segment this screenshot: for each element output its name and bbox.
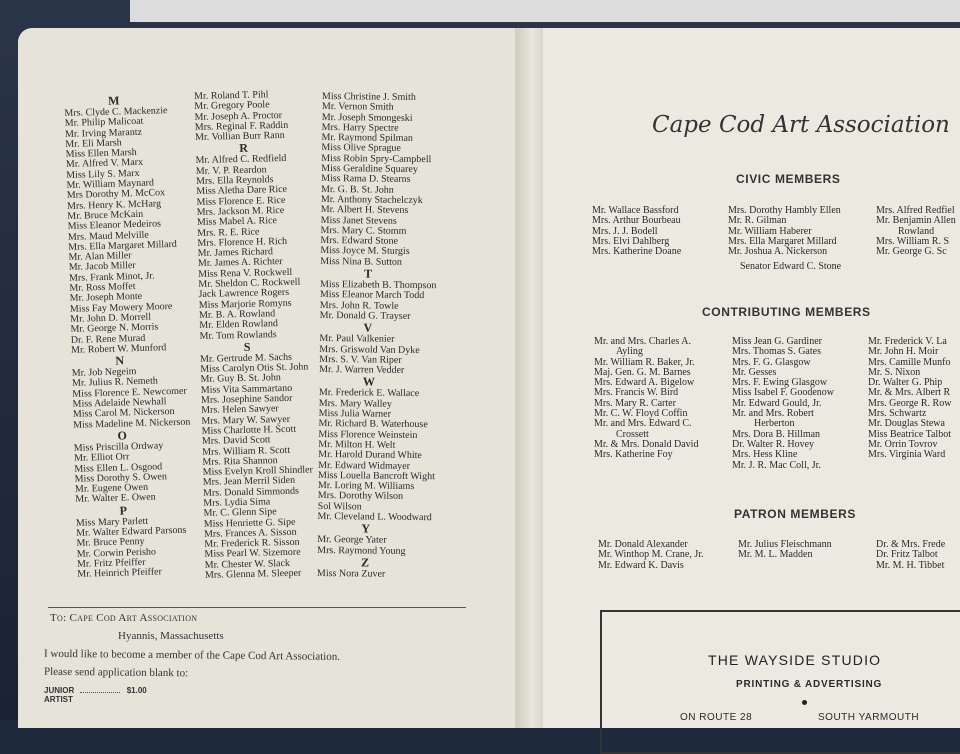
member-name: Miss Joyce M. Sturgis — [320, 245, 410, 258]
member-name: Mr. Eugene Owen — [74, 481, 149, 495]
member-name: Mrs. Elvi Dahlberg — [592, 235, 670, 247]
form-request-line: I would like to become a member of the Cape Cod Art Association. — [43, 647, 341, 663]
member-name: Mrs. William R. S — [876, 235, 950, 247]
member-name: Mrs. Glenna M. Sleeper — [204, 567, 302, 581]
member-name: Mr. Richard B. Waterhouse — [318, 418, 428, 431]
member-name: Mr. and Mrs. Charles A. — [594, 336, 691, 347]
member-name: Miss Louella Bancroft Wight — [317, 469, 435, 482]
member-name: Mr. John H. Moir — [868, 346, 939, 358]
civic-column-2 — [728, 206, 841, 257]
section-letter: P — [119, 503, 128, 518]
member-name: Miss Janet Stevens — [320, 214, 397, 227]
section-letter: V — [363, 320, 373, 335]
patron-heading: PATRON MEMBERS — [734, 507, 856, 521]
civic-heading: CIVIC MEMBERS — [736, 172, 841, 186]
member-name: Mrs. Rita Shannon — [202, 454, 278, 468]
member-name: Dr. & Mrs. Frede — [876, 539, 946, 550]
member-name: Mr. Harold Durand White — [318, 449, 422, 462]
member-name: Miss Elizabeth B. Thompson — [319, 279, 437, 292]
member-name: Mrs. Edward A. Bigelow — [594, 377, 695, 389]
section-letter: N — [115, 353, 125, 368]
member-name: Miss Marjorie Romyns — [198, 297, 292, 311]
ad-bullet — [802, 700, 807, 705]
member-name: Mrs. Maud Melville — [67, 229, 149, 243]
member-name: Miss Mabel A. Rice — [196, 215, 278, 229]
member-name: Mrs. Hess Kline — [732, 449, 798, 461]
member-name: Mrs. William R. Scott — [202, 444, 291, 458]
member-name: Miss Ellen Marsh — [65, 147, 137, 161]
member-name: Miss Fay Mowery Moore — [69, 300, 173, 315]
member-name: Mr. Bruce McKain — [67, 208, 144, 222]
member-name: Mrs. Ella Margaret Millard — [728, 235, 837, 247]
section-letter: O — [117, 428, 128, 443]
member-name: Mr. Donald Alexander — [598, 539, 688, 550]
member-name: Herberton — [754, 418, 795, 430]
member-name: Dr. Fritz Talbot — [876, 549, 938, 561]
member-name: Mr. Irving Marantz — [64, 126, 143, 140]
section-letter: Y — [361, 521, 371, 536]
section-letter: Z — [361, 555, 370, 570]
member-name: Mr. Cleveland L. Woodward — [317, 510, 432, 524]
divider-line — [48, 607, 466, 608]
member-name: Mr. R. Gilman — [728, 215, 787, 227]
member-name: Mr. Joseph Monte — [69, 291, 143, 305]
member-name: Mrs. F. Ewing Glasgow — [732, 377, 828, 389]
member-name: Mrs. Harry Spectre — [321, 121, 399, 134]
member-name: Miss Eleanor March Todd — [319, 289, 425, 302]
member-name: Mrs. Francis W. Bird — [594, 387, 679, 399]
member-name: Mr. Alfred C. Redfield — [195, 153, 287, 167]
member-name: Mrs. Lydia Sima — [203, 496, 271, 509]
member-name: Ayling — [616, 346, 643, 358]
member-name: Mr. Gertrude M. Sachs — [199, 351, 293, 365]
member-name: Miss Vita Sammartano — [200, 382, 293, 396]
member-name: Miss Christine J. Smith — [321, 91, 416, 103]
civic-column-3 — [876, 206, 956, 257]
member-name: Mr. and Mrs. Robert — [732, 408, 814, 420]
member-name: Mrs. Dorothy Wilson — [317, 490, 404, 503]
member-name: Miss Nora Zuver — [316, 567, 386, 580]
member-name: Mr. Heinrich Pfeiffer — [77, 566, 163, 580]
artist-label: ARTIST — [44, 695, 73, 704]
member-name: Mrs. Ella Reynolds — [195, 174, 274, 188]
member-name: Mrs. Mary R. Carter — [594, 397, 676, 409]
patron-column-3 — [876, 540, 945, 571]
member-name: Mrs. Donald Simmonds — [202, 485, 300, 499]
member-name: Mr. Guy B. St. John — [200, 372, 281, 386]
member-name: Miss Julia Warner — [318, 407, 392, 420]
member-name: Mr. M. L. Madden — [738, 549, 813, 561]
form-artist-row — [44, 695, 464, 704]
member-name: Miss Carolyn Otis St. John — [200, 361, 309, 376]
member-name: Mr. M. H. Tibbet — [876, 559, 945, 571]
member-name: Miss Beatrice Talbot — [868, 428, 951, 440]
member-name: Mr. Job Negeim — [71, 366, 137, 380]
patron-column-2 — [738, 540, 832, 561]
member-name: Miss Jean G. Gardiner — [732, 336, 822, 347]
member-name: Miss Eleanor Medeiros — [67, 218, 162, 233]
member-name: Miss Olive Sprague — [321, 142, 401, 155]
member-name: Mrs. Mary C. Stomm — [320, 224, 407, 237]
member-name: Mrs. Thomas S. Gates — [732, 346, 821, 358]
member-name: Mr. & Mrs. Albert R — [868, 387, 951, 399]
member-name: Mrs. Griswold Van Dyke — [319, 343, 420, 356]
member-name: Mr. Frederick R. Sisson — [204, 536, 300, 551]
member-name: Mr. Roland T. Pihl — [193, 89, 269, 102]
member-name: Mrs. Alfred Redfiel — [876, 205, 955, 216]
member-name: Mrs. Edward Stone — [320, 235, 398, 247]
member-name: Mrs. Mary W. Sawyer — [201, 413, 291, 427]
member-name: Crossett — [616, 428, 649, 440]
member-name: Mr. Paul Valkenier — [319, 333, 395, 346]
member-name: Miss Florence E. Newcomer — [72, 385, 187, 400]
member-name: Mr. Joseph A. Proctor — [194, 109, 283, 123]
member-name: Mr. Frederick E. Wallace — [318, 387, 420, 400]
member-name: Miss Aletha Dare Rice — [196, 184, 288, 198]
member-name: Mr. Ross Moffet — [69, 281, 136, 294]
member-name: Mrs. Helen Sawyer — [201, 403, 279, 417]
member-name: Rowland — [898, 225, 935, 237]
member-name: Mr. Edward Widmayer — [318, 459, 411, 472]
member-name: Mrs. David Scott — [201, 434, 271, 448]
member-name: Mr. Julius R. Nemeth — [71, 375, 159, 390]
section-letter: R — [239, 141, 249, 156]
member-name: Mrs. Frank Minot, Jr. — [68, 270, 155, 284]
member-name: Miss Rama D. Stearns — [321, 173, 411, 186]
member-name: Mr. Eli Marsh — [65, 137, 122, 150]
member-name: Maj. Gen. G. M. Barnes — [594, 366, 691, 378]
member-name: Mr. Alan Miller — [68, 250, 132, 264]
member-name: Mrs. Florence H. Rich — [197, 235, 288, 249]
member-name: Mrs. Jean Merril Siden — [202, 475, 296, 489]
form-to-line: To: Cape Cod Art Association — [50, 612, 198, 624]
member-name: Mr. Walter E. Owen — [75, 491, 156, 506]
member-name: Miss Mary Parlett — [75, 515, 149, 529]
ad-route: ON ROUTE 28 — [680, 712, 753, 723]
member-name: Mr. C. Glenn Sipe — [203, 506, 277, 520]
member-name: Mr. Fritz Pfeiffer — [76, 556, 146, 570]
member-name: Mr. Benjamin Allen — [876, 215, 956, 227]
member-name: Mrs. Raymond Young — [317, 544, 406, 557]
member-name: Mr. J. R. Mac Coll, Jr. — [732, 459, 821, 471]
member-name: Mr. C. W. Floyd Coffin — [594, 408, 688, 420]
section-letter: S — [243, 339, 251, 354]
member-name: Mr. Bruce Penny — [76, 536, 145, 550]
member-name: Mr. Robert W. Munford — [70, 342, 167, 356]
member-name: Mr. Douglas Stewa — [868, 418, 945, 430]
member-name: Sol Wilson — [317, 500, 362, 513]
member-name: Mrs. Ella Margaret Millard — [68, 238, 178, 253]
contributing-column-3 — [868, 337, 951, 461]
member-name: Mrs. Mary Walley — [318, 397, 392, 410]
member-name: Mr. Orrin Tovrov — [868, 438, 938, 450]
member-name: Mr. Frederick V. La — [868, 336, 947, 347]
member-name: Mr. Wallace Bassford — [592, 205, 679, 216]
member-name: Miss Lily S. Marx — [66, 167, 140, 181]
member-name: Mrs. S. V. Van Riper — [319, 353, 402, 366]
page-edge-top — [130, 0, 960, 22]
member-name: Mr. George Yater — [317, 534, 387, 546]
member-name: Mr. George N. Morris — [70, 321, 159, 336]
member-name: Mr. Sheldon C. Rockwell — [198, 276, 301, 290]
member-name: Miss Priscilla Ordway — [73, 440, 164, 454]
section-letter: T — [364, 266, 373, 281]
member-name: Mr. Corwin Perisho — [76, 546, 157, 560]
section-letter: W — [362, 374, 376, 389]
member-name: Mr. Donald G. Trayser — [319, 309, 411, 322]
member-name: Mr. William Haberer — [728, 225, 812, 237]
member-name: Miss Carol M. Nickerson — [72, 406, 175, 421]
member-name: Mr. Joseph Smongeski — [321, 111, 413, 124]
member-name: Mr. Elliot Orr — [73, 451, 130, 465]
membership-form — [44, 612, 464, 704]
member-name: Mrs. Schwartz — [868, 408, 927, 420]
member-name: Mrs. F. G. Glasgow — [732, 356, 811, 368]
member-name: Mrs. J. J. Bodell — [592, 225, 658, 237]
member-name: Mrs. Katherine Foy — [594, 449, 673, 461]
member-name: Mr. V. P. Reardon — [195, 164, 267, 177]
contributing-column-2 — [732, 337, 834, 471]
member-name: Mrs. Katherine Doane — [592, 246, 682, 258]
junior-dots — [80, 692, 120, 693]
member-column-1 — [64, 92, 212, 580]
ad-town: SOUTH YARMOUTH — [818, 712, 920, 723]
member-name: Miss Florence E. Rice — [196, 194, 286, 208]
member-name: Mr. Edward Gould, Jr. — [732, 397, 822, 409]
member-name: Mr. Gregory Poole — [194, 99, 270, 113]
book-gutter — [515, 28, 543, 728]
form-city-line: Hyannis, Massachusetts — [118, 630, 224, 642]
member-name: Miss Isabel F. Goodenow — [732, 387, 834, 399]
member-name: Mr. Milton H. Welt — [318, 438, 396, 451]
member-name: Mrs. Reginal F. Raddin — [194, 119, 289, 133]
member-name: Miss Ellen L. Osgood — [74, 460, 163, 475]
member-column-3 — [317, 92, 472, 581]
member-name: Mr. Walter Edward Parsons — [76, 524, 187, 539]
member-name: Mr. Elden Rowland — [199, 318, 279, 332]
form-junior-row — [44, 686, 464, 695]
member-name: Miss Rena V. Rockwell — [198, 266, 293, 280]
member-name: Mr. George G. Sc — [876, 246, 947, 258]
member-name: Mr. Julius Fleischmann — [738, 539, 832, 550]
junior-price: $1.00 — [126, 686, 147, 695]
patron-column-1 — [598, 540, 704, 571]
member-name: Mrs. Jackson M. Rice — [196, 204, 285, 218]
member-name: Mr. James Richard — [197, 246, 274, 260]
member-name: Mr. & Mrs. Donald David — [594, 438, 699, 450]
member-name: Mr. J. Warren Vedder — [319, 364, 405, 377]
member-name: Mrs. Josephine Sandor — [200, 392, 293, 406]
member-name: Mr. Loring M. Williams — [317, 480, 415, 493]
member-name: Dr. Walter R. Hovey — [732, 438, 815, 450]
member-name: Dr. Walter G. Phip — [868, 377, 943, 389]
contributing-column-1 — [594, 337, 698, 461]
form-send-line: Please send application blank to: — [43, 665, 189, 680]
member-name: Mr. William R. Baker, Jr. — [594, 356, 695, 368]
member-name: Mr. Chester W. Slack — [204, 557, 291, 571]
civic-senator: Senator Edward C. Stone — [740, 261, 842, 272]
member-name: Mrs. Arthur Bourbeau — [592, 215, 681, 227]
member-name: Mr. Alfred V. Marx — [65, 157, 144, 171]
member-name: Mr. S. Nixon — [868, 366, 921, 378]
member-name: Mr. Philip Malicoat — [64, 116, 144, 130]
member-name: Mrs. R. E. Rice — [197, 226, 260, 239]
member-name: Mr. William Maynard — [66, 177, 155, 192]
section-letter: M — [107, 93, 120, 108]
member-name: Mrs. Henry K. McHarg — [66, 198, 162, 212]
member-name: Miss Nina B. Sutton — [320, 255, 402, 268]
member-name: Miss Evelyn Kroll Shindler — [202, 464, 314, 478]
ad-tagline: PRINTING & ADVERTISING — [736, 679, 883, 690]
member-name: Mrs. Dorothy Hambly Ellen — [728, 205, 841, 216]
member-name: Mrs. John R. Towle — [319, 299, 399, 312]
junior-label: JUNIOR — [44, 686, 75, 695]
member-name: Mr. Vollian Burr Rann — [194, 130, 285, 144]
member-name: Mrs. Frances A. Sisson — [203, 526, 297, 540]
member-name: Mr. Raymond Spilman — [321, 132, 413, 145]
member-name: Miss Robin Spry-Campbell — [321, 152, 432, 165]
member-name: Mrs. Camille Munfo — [868, 356, 951, 368]
member-name: Mr. Albert H. Stevens — [320, 204, 409, 217]
member-name: Mr. Jacob Miller — [68, 260, 136, 274]
member-name: Mr. James A. Richter — [197, 256, 283, 270]
member-name: Mr. Vernon Smith — [321, 101, 394, 114]
ad-studio-name: THE WAYSIDE STUDIO — [708, 652, 882, 668]
member-name: Mr. Gesses — [732, 366, 777, 378]
member-name: Miss Charlotte H. Scott — [201, 423, 297, 437]
member-name: Miss Pearl W. Sizemore — [204, 547, 301, 561]
member-name: Mrs. Dora B. Hillman — [732, 428, 821, 440]
member-name: Miss Florence Weinstein — [318, 428, 418, 441]
member-name: Mrs Dorothy M. McCox — [66, 187, 166, 202]
member-name: Miss Madeline M. Nickerson — [73, 416, 191, 431]
member-name: Mr. Winthop M. Crane, Jr. — [598, 549, 704, 561]
member-name: Miss Geraldine Squarey — [321, 163, 418, 176]
member-name: Mr. and Mrs. Edward C. — [594, 418, 692, 430]
member-name: Miss Dorothy S. Owen — [74, 471, 168, 485]
member-name: Mr. G. B. St. John — [320, 183, 394, 196]
member-name: Mrs. Clyde C. Mackenzie — [64, 105, 168, 119]
association-title: Cape Cod Art Association — [652, 112, 950, 138]
member-name: Mr. John D. Morrell — [70, 311, 152, 325]
member-name: Mr. Anthony Stachelczyk — [320, 193, 423, 207]
member-name: Jack Lawrence Rogers — [198, 287, 290, 301]
member-name: Mr. B. A. Rowland — [198, 308, 276, 321]
member-name: Dr. F. Rene Murad — [70, 332, 146, 346]
member-name: Miss Adelaide Newhall — [72, 396, 167, 410]
member-name: Miss Henriette G. Sipe — [203, 516, 296, 530]
member-name: Mr. Joshua A. Nickerson — [728, 246, 828, 258]
member-name: Mrs. George R. Row — [868, 397, 952, 409]
member-name: Mrs. Virginia Ward — [868, 449, 946, 461]
civic-column-1 — [592, 206, 681, 257]
contributing-heading: CONTRIBUTING MEMBERS — [702, 305, 871, 319]
member-name: Mr. Tom Rowlands — [199, 328, 277, 342]
member-name: Mr. Edward K. Davis — [598, 559, 684, 571]
